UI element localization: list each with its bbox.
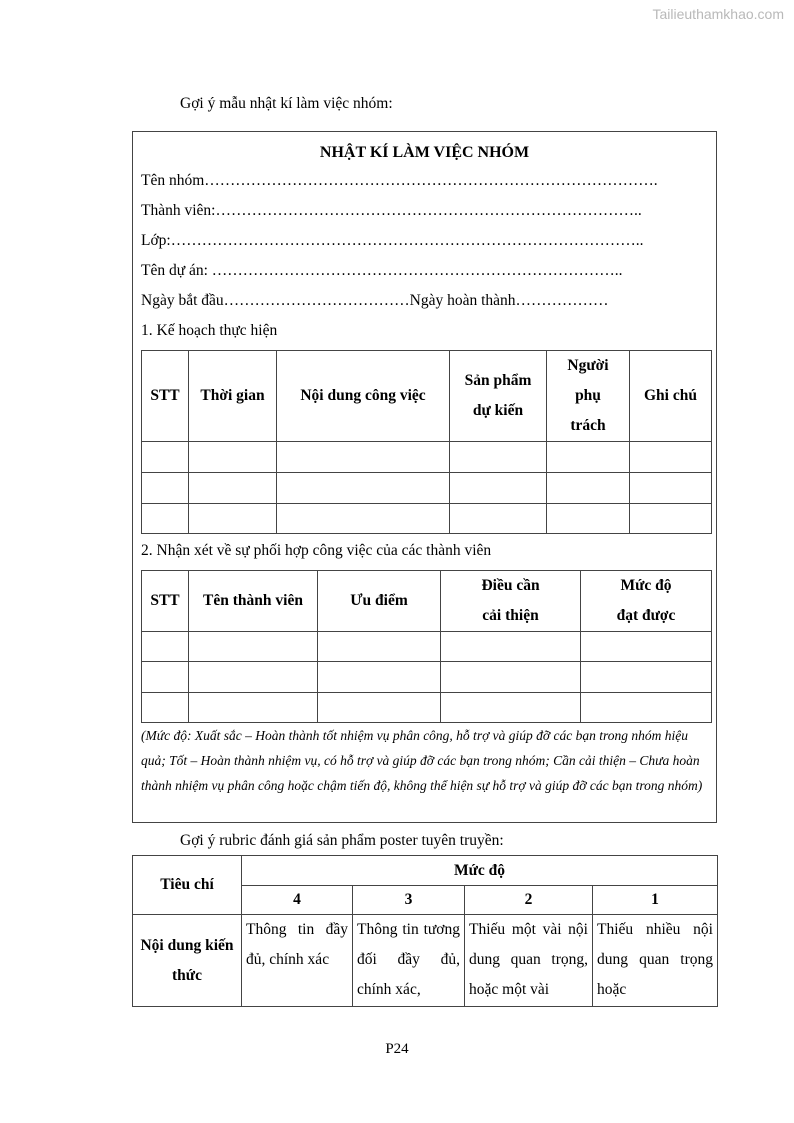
eval-header-level-l2: đạt được: [616, 607, 676, 624]
class-line: Lớp:………………………………………………………………………………..: [141, 232, 644, 249]
rubric-intro: Gợi ý rubric đánh giá sản phẩm poster tuyên truyền:: [180, 832, 504, 849]
eval-header-strengths: Ưu điểm: [318, 571, 441, 632]
rubric-level-1: 1: [593, 886, 718, 915]
plan-header-product-l2: dự kiến: [472, 402, 524, 419]
members-line: Thành viên:………………………………………………………………………..: [141, 202, 642, 219]
project-line: Tên dự án: ……………………………………………………………………..: [141, 262, 623, 279]
rubric-cell-3: Thông tin tương đối đầy đủ, chính xác,: [353, 915, 465, 1007]
plan-header-owner-l3: trách: [570, 417, 606, 434]
plan-table: [141, 350, 712, 534]
rubric-header-level: Mức độ: [242, 856, 718, 886]
plan-header-product: [450, 351, 547, 442]
eval-header-member: Tên thành viên: [189, 571, 318, 632]
eval-header-improve-l1: Điều cần: [481, 577, 540, 594]
dates-line: [141, 292, 609, 310]
plan-header-notes: Ghi chú: [630, 351, 712, 442]
journal-title: NHẬT KÍ LÀM VIỆC NHÓM: [319, 144, 530, 161]
rubric-table: [132, 855, 718, 1007]
table-row: [142, 632, 712, 662]
table-row: [142, 662, 712, 693]
eval-header-improve-l2: cải thiện: [482, 607, 539, 624]
plan-header-product-l1: Sản phẩm: [464, 372, 532, 389]
start-date: Ngày bắt đầu………………………………: [141, 292, 410, 309]
table-row: [142, 693, 712, 723]
section-plan-heading: 1. Kế hoạch thực hiện: [141, 322, 278, 339]
table-row: [133, 915, 718, 1007]
journal-intro: Gợi ý mẫu nhật kí làm việc nhóm:: [180, 95, 393, 112]
plan-header-owner-l2: phụ: [575, 387, 601, 404]
rubric-level-2: 2: [465, 886, 593, 915]
plan-header-owner: [547, 351, 630, 442]
eval-header-level-l1: Mức độ: [620, 577, 672, 594]
plan-header-content: Nội dung công việc: [277, 351, 450, 442]
journal-box: [132, 131, 717, 823]
eval-header-stt: STT: [142, 571, 189, 632]
table-row: [142, 473, 712, 504]
end-date: Ngày hoàn thành………………: [409, 292, 609, 309]
eval-header-level: [581, 571, 712, 632]
plan-header-time: Thời gian: [189, 351, 277, 442]
section-evaluation-heading: 2. Nhận xét về sự phối hợp công việc của các thành viên: [141, 542, 492, 559]
page-number: P24: [385, 1041, 409, 1057]
plan-header-stt: STT: [142, 351, 189, 442]
rubric-criterion-content: Nội dung kiến thức: [133, 915, 242, 1007]
level-note: (Mức độ: Xuất sắc – Hoàn thành tốt nhiệm vụ phân công, hỗ trợ và giúp đỡ các bạn trong nhóm hiệu quả; Tốt – Hoàn thành nhiệm vụ, có hỗ trợ và giúp đỡ các bạn trong nhóm; Cần cải thiện – Chưa hoàn thành nhiệm vụ phân công hoặc chậm tiến độ, không thể hiện sự hỗ trợ và giúp đỡ các bạn trong nhóm): [141, 728, 703, 793]
rubric-level-3: 3: [353, 886, 465, 915]
rubric-header-criteria: Tiêu chí: [133, 856, 242, 915]
rubric-cell-1: Thiếu nhiều nội dung quan trọng hoặc: [593, 915, 718, 1007]
watermark: Tailieuthamkhao.com: [652, 6, 784, 22]
table-row: [142, 442, 712, 473]
group-name-line: Tên nhóm…………………………………………………………………………….: [141, 172, 658, 189]
rubric-cell-4: Thông tin đầy đủ, chính xác: [242, 915, 353, 1007]
eval-header-improve: [441, 571, 581, 632]
table-row: [142, 504, 712, 534]
evaluation-table: [141, 570, 712, 723]
plan-header-owner-l1: Người: [567, 357, 609, 374]
rubric-cell-2: Thiếu một vài nội dung quan trọng, hoặc một vài: [465, 915, 593, 1007]
rubric-level-4: 4: [242, 886, 353, 915]
